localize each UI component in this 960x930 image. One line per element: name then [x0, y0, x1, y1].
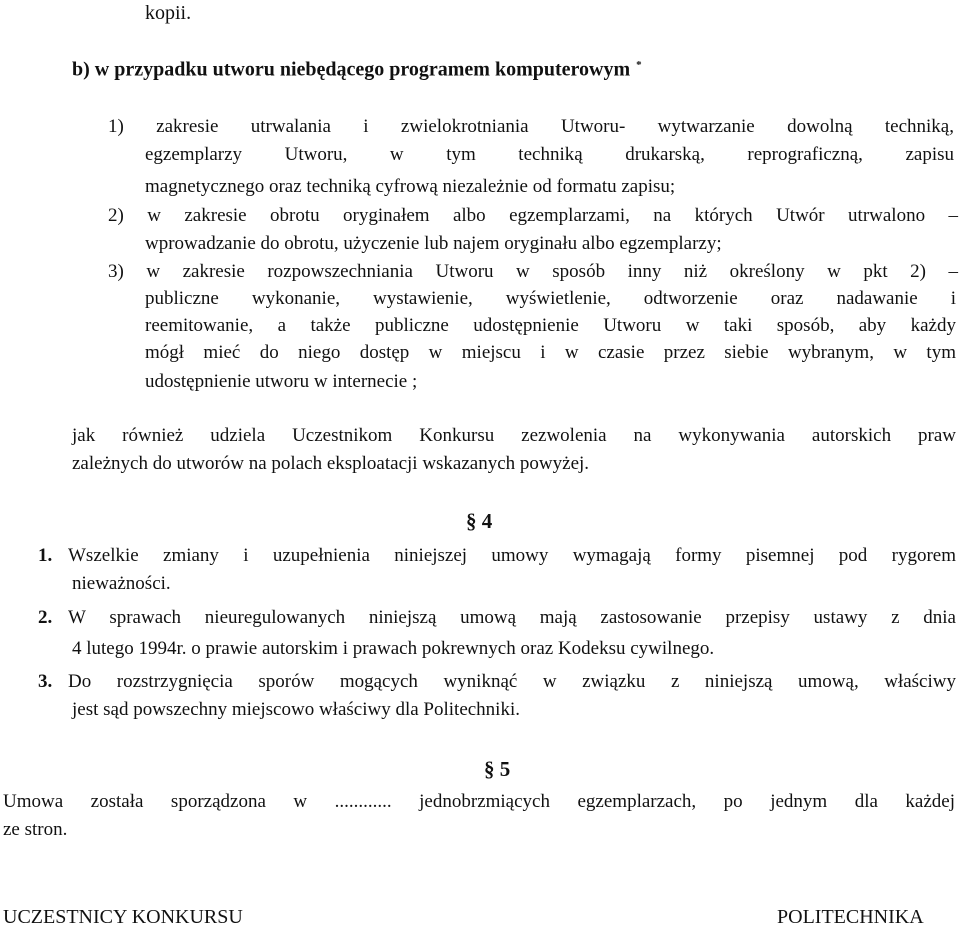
point-1-line-2: nieważności. [72, 573, 171, 594]
point-2-text: W sprawach nieuregulowanych niniejszą umową mają zastosowanie przepisy ustawy z dnia [68, 607, 956, 628]
section-5-line-2: ze stron. [3, 819, 68, 840]
point-2-number: 2. [38, 607, 53, 628]
point-3-line-1 [38, 669, 956, 695]
closing-line-1: jak również udziela Uczestnikom Konkursu zezwolenia na wykonywania autorskich praw [72, 425, 956, 446]
footnote-marker: * [636, 59, 642, 71]
item-3-line-5: udostępnienie utworu w internecie ; [145, 371, 418, 392]
section-5-heading: § 5 [484, 757, 511, 781]
point-1-line-1 [38, 543, 956, 569]
item-3-line-3: reemitowanie, a także publiczne udostępnienie Utworu w taki sposób, aby każdy [145, 315, 956, 336]
item-3-line-4: mógł mieć do niego dostęp w miejscu i w czasie przez siebie wybranym, w tym [145, 342, 956, 363]
section-5-line-1: Umowa została sporządzona w ............ jednobrzmiących egzemplarzach, po jednym dla każdej [3, 791, 955, 812]
item-1-line-2: egzemplarzy Utworu, w tym techniką drukarską, reprograficzną, zapisu [145, 144, 954, 165]
point-3-line-2: jest sąd powszechny miejscowo właściwy dla Politechniki. [72, 699, 520, 720]
point-3-text: Do rozstrzygnięcia sporów mogących wyniknąć w związku z niniejszą umową, właściwy [68, 671, 956, 692]
item-1-line-1: 1) zakresie utrwalania i zwielokrotniania Utworu- wytwarzanie dowolną techniką, [108, 116, 954, 137]
point-1-number: 1. [38, 545, 53, 566]
point-2-line-1 [38, 605, 956, 631]
item-2-line-2: wprowadzanie do obrotu, użyczenie lub najem oryginału albo egzemplarzy; [145, 233, 722, 254]
point-3-number: 3. [38, 671, 53, 692]
item-3-line-2: publiczne wykonanie, wystawienie, wyświetlenie, odtworzenie oraz nadawanie i [145, 288, 956, 309]
top-fragment: kopii. [145, 2, 192, 24]
section-b-heading-text: b) w przypadku utworu niebędącego programem komputerowym [72, 58, 631, 81]
point-2-line-2: 4 lutego 1994r. o prawie autorskim i prawach pokrewnych oraz Kodeksu cywilnego. [72, 638, 715, 659]
signature-left: UCZESTNICY KONKURSU [3, 906, 243, 928]
point-1-text: Wszelkie zmiany i uzupełnienia niniejszej umowy wymagają formy pisemnej pod rygorem [68, 545, 956, 566]
signature-right: POLITECHNIKA [777, 906, 924, 928]
item-3-line-1: 3) w zakresie rozpowszechniania Utworu w sposób inny niż określony w pkt 2) – [108, 261, 958, 282]
closing-line-2: zależnych do utworów na polach eksploatacji wskazanych powyżej. [72, 453, 590, 474]
item-1-line-3: magnetycznego oraz techniką cyfrową niezależnie od formatu zapisu; [145, 176, 676, 197]
section-4-heading: § 4 [466, 509, 493, 533]
item-2-line-1: 2) w zakresie obrotu oryginałem albo egzemplarzami, na których Utwór utrwalono – [108, 205, 958, 226]
section-b-heading [72, 52, 642, 83]
